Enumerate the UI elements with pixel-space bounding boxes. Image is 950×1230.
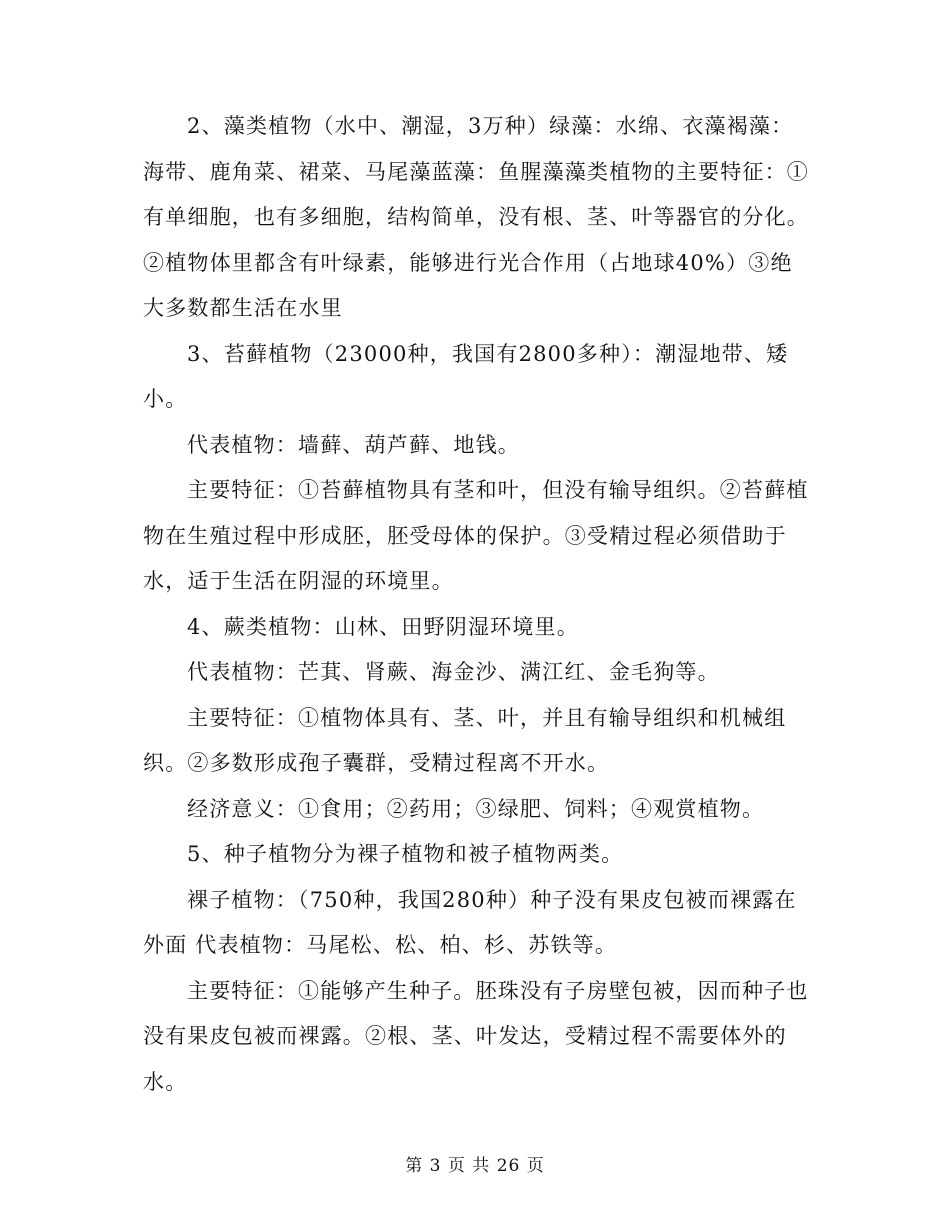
paragraph-algae: 2、藻类植物（水中、潮湿，3万种）绿藻：水绵、衣藻褐藻：海带、鹿角菜、裙菜、马尾藻蓝藻：鱼腥藻藻类植物的主要特征：①有单细胞，也有多细胞，结构简单，没有根、茎、叶等器官的分化。②植物体里都含有叶绿素，能够进行光合作用（占地球40%）③绝大多数都生活在水里 (143, 114, 809, 320)
paragraph-bryophytes: 3、苔藓植物（23000种，我国有2800多种）：潮湿地带、矮小。 (143, 341, 789, 411)
paragraph-bryophytes-features: 主要特征：①苔藓植物具有茎和叶，但没有输导组织。②苔藓植物在生殖过程中形成胚，胚受母体的保护。③受精过程必须借助于水，适于生活在阴湿的环境里。 (143, 478, 809, 593)
page-number-footer: 第 3 页 共 26 页 (405, 1156, 545, 1176)
paragraph-ferns-representatives: 代表植物：芒萁、肾蕨、海金沙、满江红、金毛狗等。 (187, 660, 720, 684)
paragraph-bryophytes-representatives: 代表植物：墙藓、葫芦藓、地钱。 (187, 432, 520, 457)
document-body (143, 104, 810, 1105)
paragraph-ferns-features: 主要特征：①植物体具有、茎、叶，并且有输导组织和机械组织。②多数形成孢子囊群，受精过程离不开水。 (143, 705, 787, 775)
paragraph-gymnosperms-features: 主要特征：①能够产生种子。胚珠没有子房壁包被，因而种子也没有果皮包被而裸露。②根、茎、叶发达，受精过程不需要体外的水。 (143, 978, 809, 1094)
paragraph-ferns-economic-value: 经济意义：①食用；②药用；③绿肥、饲料；④观赏植物。 (187, 796, 765, 821)
paragraph-gymnosperms: 裸子植物：（750种，我国280种）种子没有果皮包被而裸露在外面 代表植物：马尾松、松、柏、杉、苏铁等。 (143, 887, 797, 957)
paragraph-seed-plants: 5、种子植物分为裸子植物和被子植物两类。 (187, 842, 624, 866)
paragraph-ferns: 4、蕨类植物：山林、田野阴湿环境里。 (187, 614, 579, 639)
